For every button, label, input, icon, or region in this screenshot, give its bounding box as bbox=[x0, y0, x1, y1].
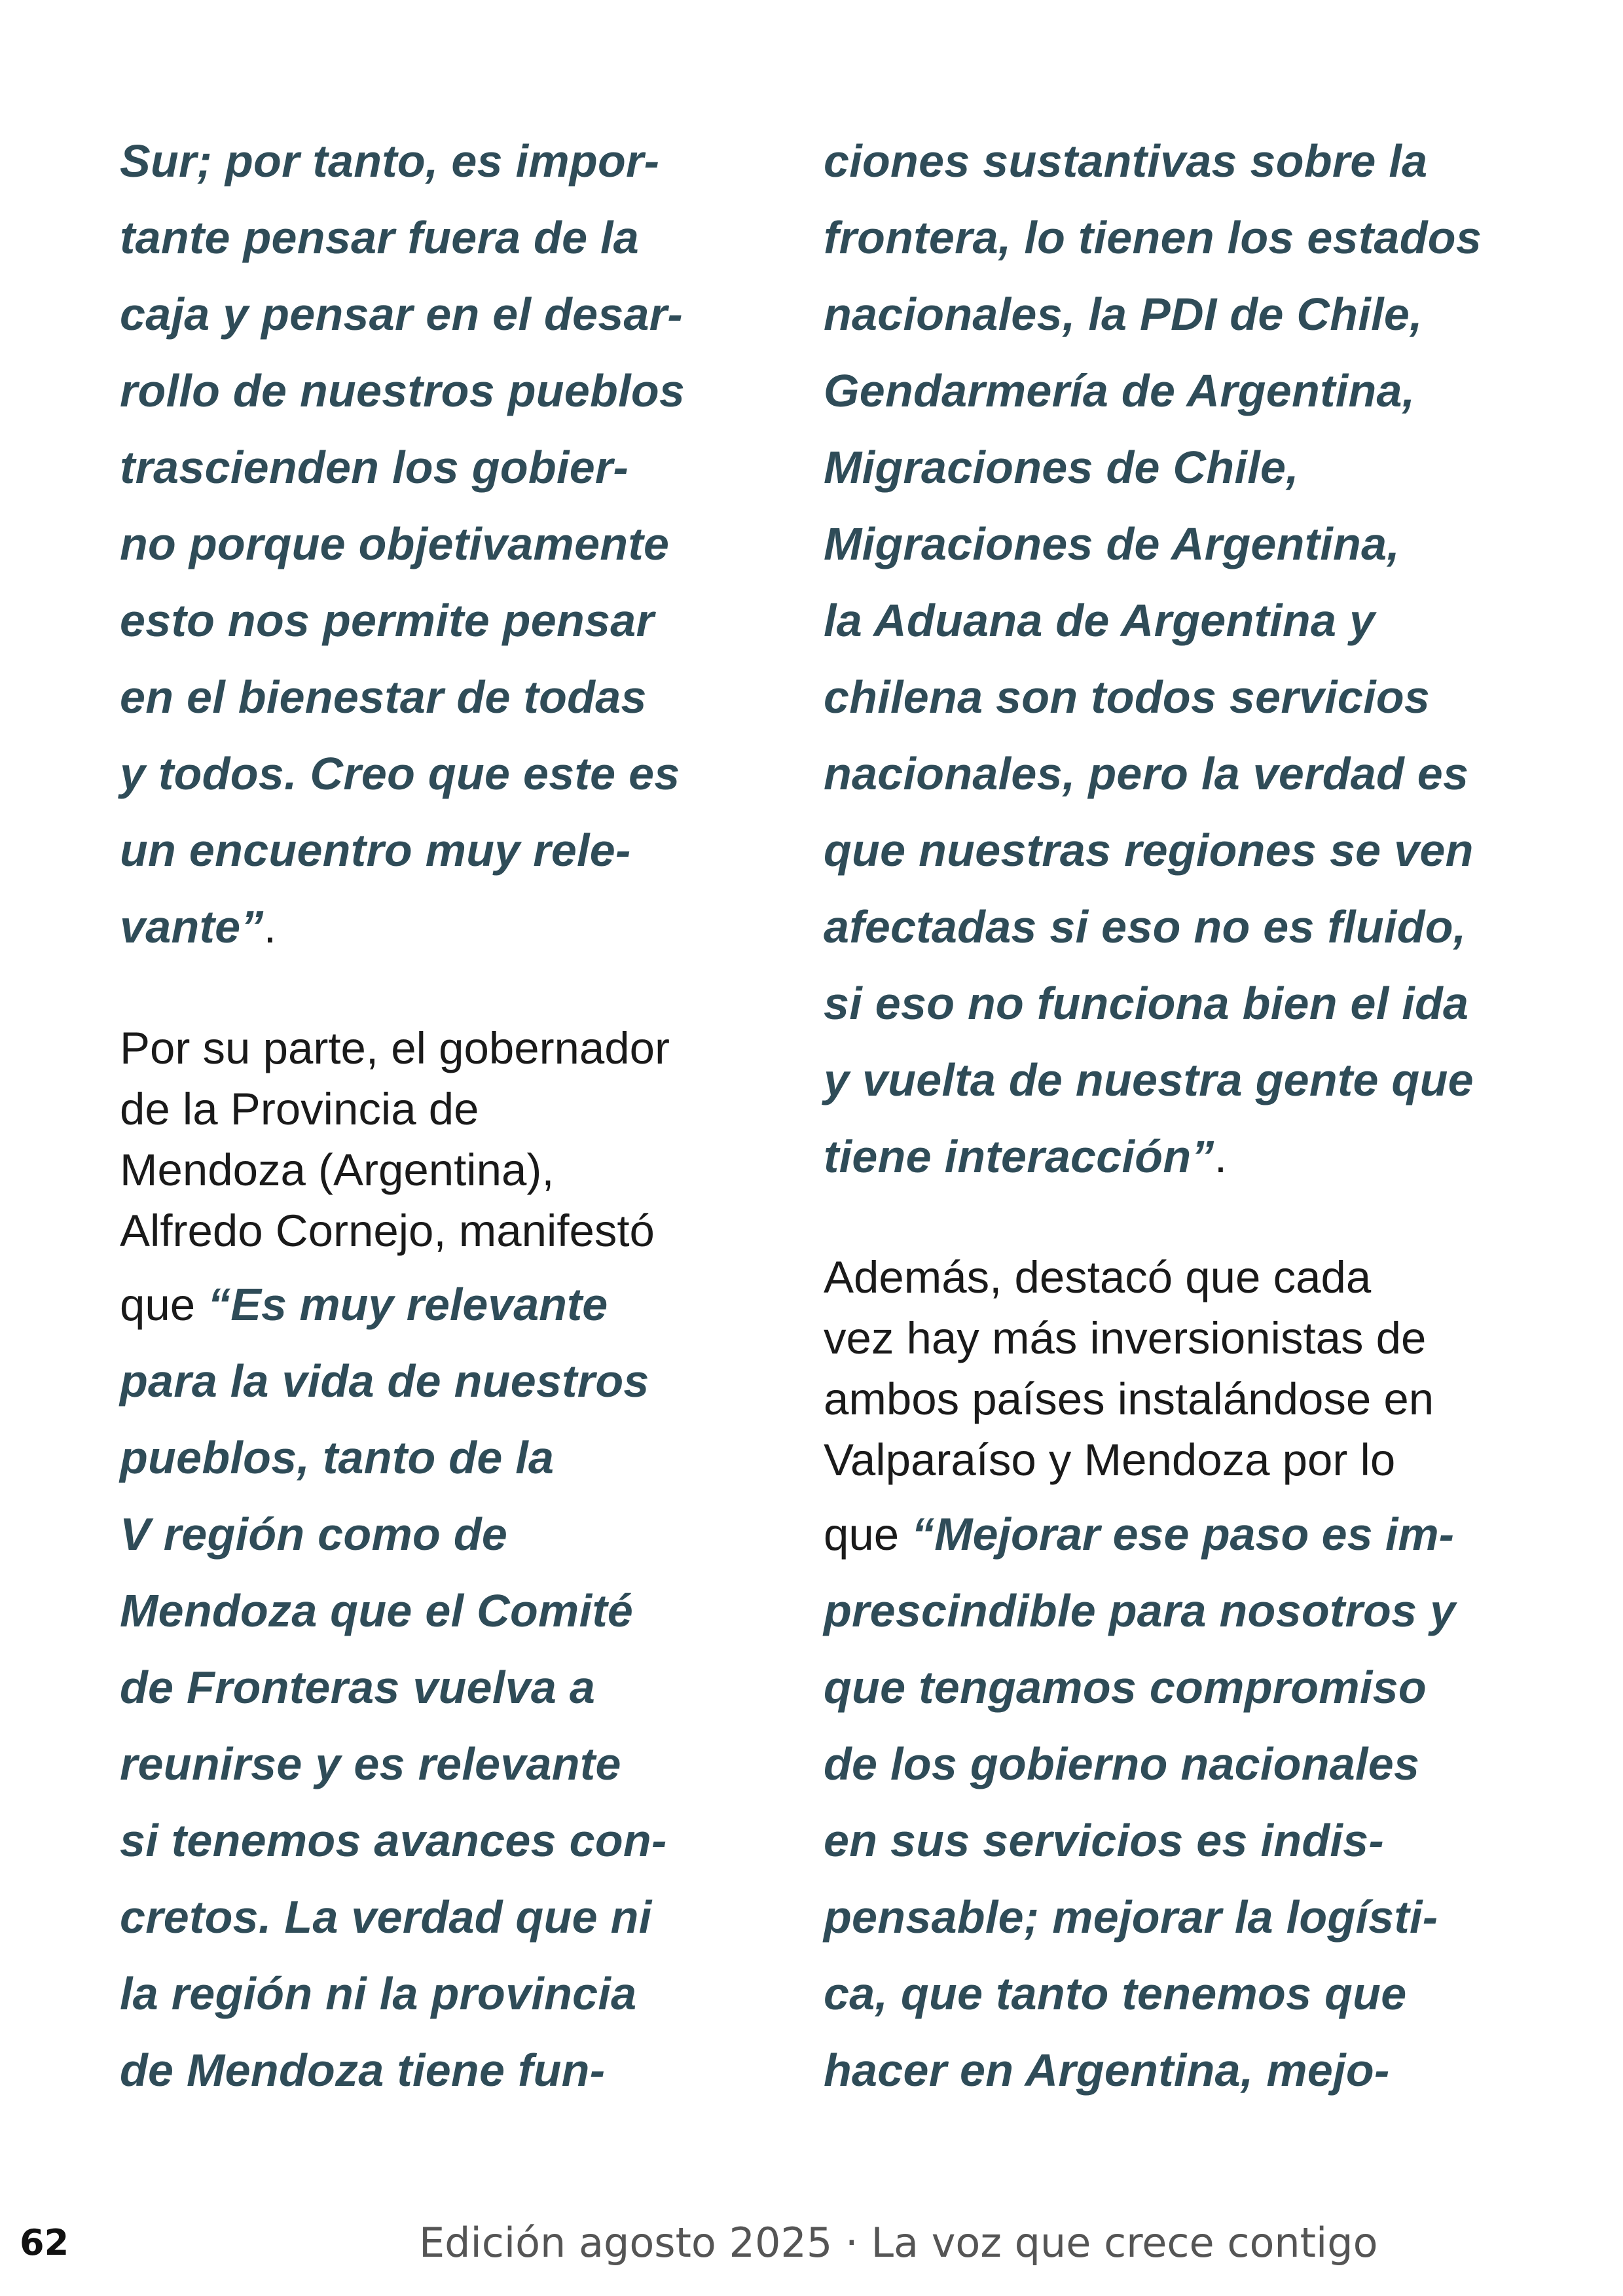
quote-line: si tenemos avances con- bbox=[120, 1815, 667, 1866]
body-text: que bbox=[824, 1509, 912, 1560]
body-line: Alfredo Cornejo, manifestó bbox=[120, 1206, 655, 1256]
page-number: 62 bbox=[20, 2222, 69, 2263]
quote-line: Migraciones de Chile, bbox=[824, 442, 1299, 493]
quote-line: la Aduana de Argentina y bbox=[824, 595, 1376, 646]
quote-line: trascienden los gobier- bbox=[120, 442, 629, 493]
quote-line: no porque objetivamente bbox=[120, 518, 670, 569]
quote-line: para la vida de nuestros bbox=[120, 1355, 649, 1407]
mixed-line bbox=[120, 1266, 608, 1343]
quote-line: rollo de nuestros pueblos bbox=[120, 365, 685, 416]
quote-line: Sur; por tanto, es impor- bbox=[120, 135, 660, 187]
quote-line: nacionales, la PDI de Chile, bbox=[824, 289, 1423, 340]
quote-line: y vuelta de nuestra gente que bbox=[824, 1054, 1474, 1105]
quote-line: reunirse y es relevante bbox=[120, 1738, 621, 1789]
body-line: Mendoza (Argentina), bbox=[120, 1145, 555, 1195]
quote-line: V región como de bbox=[120, 1509, 508, 1560]
quote-line: y todos. Creo que este es bbox=[120, 748, 680, 799]
quote-line: en sus servicios es indis- bbox=[824, 1815, 1384, 1866]
body-line: Además, destacó que cada bbox=[824, 1252, 1372, 1302]
quote-text: tiene interacción” bbox=[824, 1131, 1214, 1182]
body-line: de la Provincia de bbox=[120, 1084, 479, 1134]
quote-line: cretos. La verdad que ni bbox=[120, 1892, 652, 1943]
end-punctuation: . bbox=[1214, 1131, 1228, 1182]
end-punctuation: . bbox=[263, 901, 277, 952]
quote-line-end bbox=[120, 889, 276, 965]
quote-line: afectadas si eso no es fluido, bbox=[824, 901, 1467, 952]
mixed-line bbox=[824, 1496, 1454, 1573]
quote-line: en el bienestar de todas bbox=[120, 672, 647, 723]
quote-line: pensable; mejorar la logísti- bbox=[824, 1892, 1438, 1943]
body-line: vez hay más inversionistas de bbox=[824, 1313, 1427, 1363]
quote-line: de Fronteras vuelva a bbox=[120, 1662, 596, 1713]
quote-line: que nuestras regiones se ven bbox=[824, 825, 1474, 876]
quote-text: “Mejorar ese paso es im- bbox=[911, 1509, 1454, 1560]
quote-line: de Mendoza tiene fun- bbox=[120, 2045, 606, 2096]
quote-line: chilena son todos servicios bbox=[824, 672, 1431, 723]
footer-text: Edición agosto 2025 · La voz que crece contigo bbox=[419, 2219, 1378, 2267]
body-line: Por su parte, el gobernador bbox=[120, 1023, 670, 1073]
quote-line: que tengamos compromiso bbox=[824, 1662, 1427, 1713]
quote-line: un encuentro muy rele- bbox=[120, 825, 631, 876]
quote-line: de los gobierno nacionales bbox=[824, 1738, 1420, 1789]
quote-line: nacionales, pero la verdad es bbox=[824, 748, 1469, 799]
quote-line: Migraciones de Argentina, bbox=[824, 518, 1400, 569]
quote-line: prescindible para nosotros y bbox=[824, 1585, 1456, 1636]
quote-line: ciones sustantivas sobre la bbox=[824, 135, 1428, 187]
quote-line-end bbox=[824, 1119, 1227, 1195]
body-line: Valparaíso y Mendoza por lo bbox=[824, 1435, 1396, 1485]
quote-line: Gendarmería de Argentina, bbox=[824, 365, 1415, 416]
quote-line: si eso no funciona bien el ida bbox=[824, 978, 1469, 1029]
quote-line: la región ni la provincia bbox=[120, 1968, 637, 2019]
quote-line: ca, que tanto tenemos que bbox=[824, 1968, 1407, 2019]
quote-line: caja y pensar en el desar- bbox=[120, 289, 683, 340]
body-line: ambos países instalándose en bbox=[824, 1374, 1434, 1424]
quote-line: tante pensar fuera de la bbox=[120, 212, 640, 263]
quote-line: hacer en Argentina, mejo- bbox=[824, 2045, 1390, 2096]
quote-text: vante” bbox=[120, 901, 264, 952]
quote-line: pueblos, tanto de la bbox=[120, 1432, 555, 1483]
quote-line: esto nos permite pensar bbox=[120, 595, 655, 646]
body-text: que bbox=[120, 1280, 208, 1330]
quote-text: “Es muy relevante bbox=[208, 1279, 608, 1330]
quote-line: Mendoza que el Comité bbox=[120, 1585, 634, 1636]
quote-line: frontera, lo tienen los estados bbox=[824, 212, 1482, 263]
